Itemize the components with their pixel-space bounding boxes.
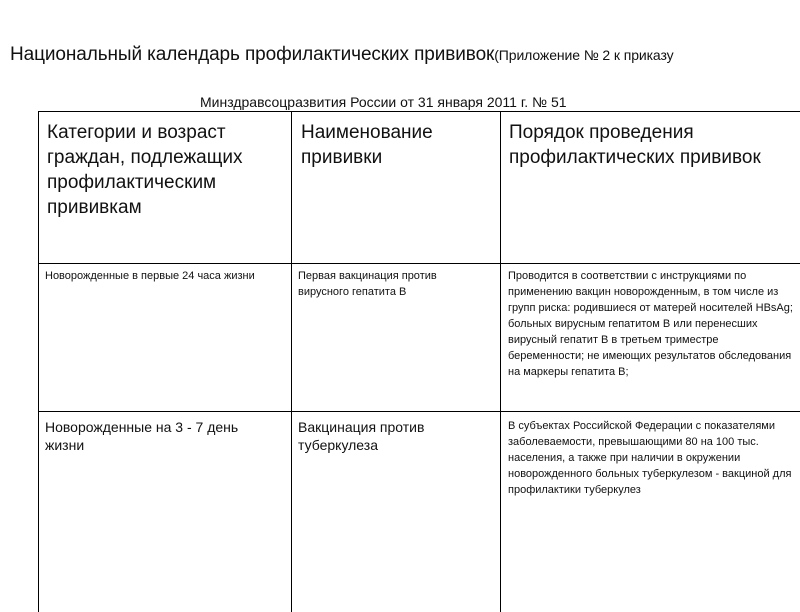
- row-2-vaccine: Вакцинация против туберкулеза: [298, 419, 425, 453]
- document-title: [10, 44, 674, 66]
- row-1-category: Новорожденные в первые 24 часа жизни: [45, 270, 255, 282]
- column-divider: [500, 112, 501, 612]
- row-2-category: Новорожденные на 3 - 7 день жизни: [45, 419, 239, 453]
- header-vaccine: Наименование прививки: [301, 122, 433, 168]
- header-procedure: Порядок проведения профилактических прививок: [509, 122, 761, 168]
- title-suffix: (Приложение № 2 к приказу: [494, 47, 674, 63]
- header-category: Категории и возраст граждан, подлежащих профилактическим прививкам: [47, 122, 243, 218]
- title-main: Национальный календарь профилактических прививок: [10, 44, 495, 65]
- column-divider: [291, 112, 292, 612]
- row-2-procedure: В субъектах Российской Федерации с показателями заболеваемости, превышающими 80 на 100 тыс. населения, а также при наличии в окружении новорожденного больных туберкулезом - вакциной для профилактики туберкулез: [508, 420, 792, 496]
- row-1-vaccine: Первая вакцинация против вирусного гепатита В: [298, 270, 437, 298]
- document-subtitle: Минздравсоцразвития России от 31 января 2011 г. № 51: [200, 94, 567, 110]
- row-1-procedure: Проводится в соответствии с инструкциями по применению вакцин новорожденным, в том числе из групп риска: родившиеся от матерей носителей HBsAg; больных вирусным гепатитом В или перенесших вирусный гепатит В в третьем триместре беременности; не имеющих результатов обследования на маркеры гепатита В;: [508, 270, 793, 378]
- row-divider: [39, 263, 800, 264]
- row-divider: [39, 411, 800, 412]
